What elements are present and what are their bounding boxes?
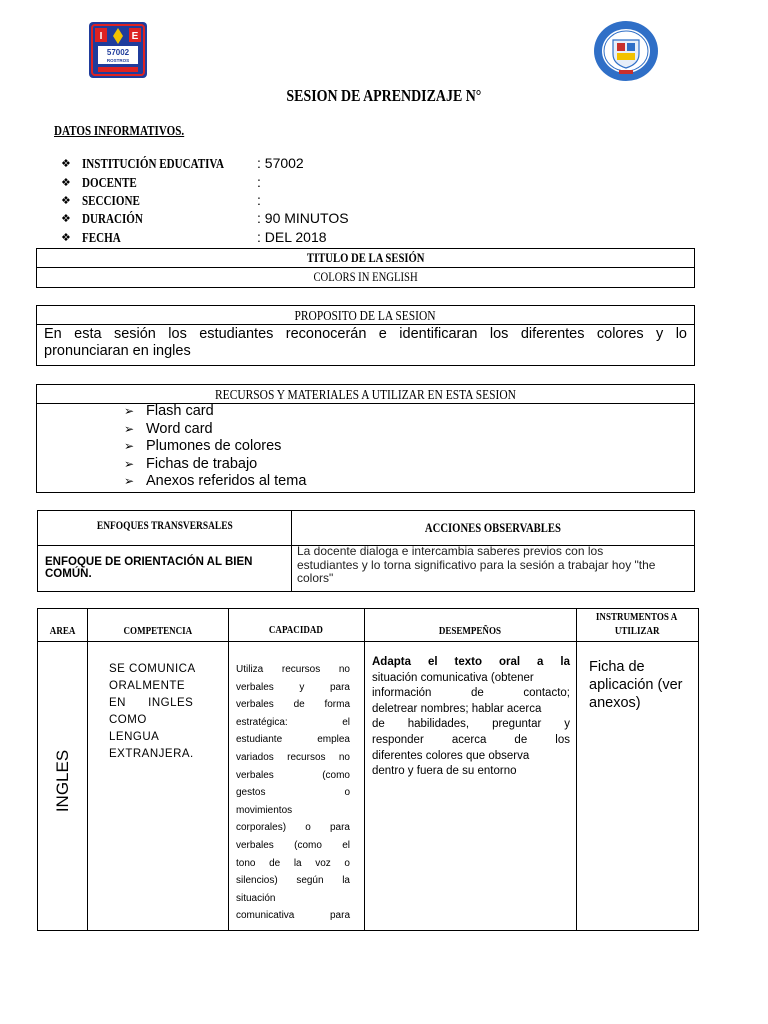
capacidad-line: estudiante emplea	[236, 734, 350, 746]
info-label: INSTITUCIÓN EDUCATIVA	[82, 156, 225, 171]
info-value: :	[257, 174, 261, 190]
page-title: SESION DE APRENDIZAJE N°	[286, 86, 482, 105]
capacidad-line: verbales (como	[236, 769, 350, 781]
info-value: : DEL 2018	[257, 229, 327, 245]
titulo-sesion-box	[36, 248, 695, 288]
desempenos-line: responder acerca de los	[372, 733, 570, 746]
enfoques-header: ENFOQUES TRANSVERSALES	[96, 520, 233, 532]
recursos-box	[36, 384, 695, 493]
capacidad-line: silencios) según la	[236, 875, 350, 887]
info-label: DURACIÓN	[82, 211, 143, 226]
main-table	[37, 608, 699, 931]
header-area: AREA	[49, 625, 76, 637]
enfoques-table	[37, 510, 695, 592]
capacidad-cell	[236, 661, 350, 925]
recursos-header: RECURSOS Y MATERIALES A UTILIZAR EN ESTA SESION	[215, 388, 516, 403]
diamond-bullet-icon: ❖	[61, 194, 71, 207]
diamond-bullet-icon: ❖	[61, 157, 71, 170]
info-value: : 90 MINUTOS	[257, 210, 349, 226]
proposito-box	[36, 305, 695, 366]
desempenos-line: de habilidades, preguntar y	[372, 718, 570, 731]
header-desempenos: DESEMPEÑOS	[438, 625, 502, 637]
logo-subtext: ROSTROS	[106, 58, 130, 63]
capacidad-line: movimientos	[236, 804, 293, 816]
enfoque-cell: ENFOQUE DE ORIENTACIÓN AL BIEN COMÚN.	[45, 556, 253, 580]
info-label: SECCIONE	[82, 193, 140, 208]
desempenos-line: información de contacto;	[372, 687, 570, 700]
diamond-bullet-icon: ❖	[61, 176, 71, 189]
capacidad-line: verbales (como el	[236, 839, 350, 851]
header-capacidad: CAPACIDAD	[269, 624, 323, 636]
capacidad-line: gestos o	[236, 787, 350, 799]
arrow-bullet-icon: ➢	[124, 439, 135, 453]
capacidad-line: situación	[236, 892, 276, 904]
info-label: DOCENTE	[82, 175, 137, 190]
info-value: : 57002	[257, 155, 304, 171]
capacidad-line: estratégica: el	[236, 716, 350, 728]
area-ingles: INGLES	[52, 749, 72, 813]
logo-number: 57002	[106, 48, 130, 57]
logo-letter-i: I	[99, 31, 103, 42]
desempenos-cell	[372, 655, 570, 780]
competencia-cell: SE COMUNICA ORALMENTE EN INGLES COMO LENGUA EXTRANJERA.	[109, 663, 196, 760]
area-cell	[38, 641, 87, 931]
capacidad-line: tono de la voz o	[236, 857, 350, 869]
header-instrumentos: INSTRUMENTOS A UTILIZAR	[596, 611, 678, 637]
capacidad-line: variados recursos no	[236, 751, 350, 763]
school-seal-right	[593, 20, 659, 82]
arrow-bullet-icon: ➢	[124, 474, 135, 488]
diamond-bullet-icon: ❖	[61, 231, 71, 244]
titulo-sesion-value: COLORS IN ENGLISH	[313, 269, 418, 284]
desempenos-line: deletrear nombres; hablar acerca	[372, 702, 542, 715]
proposito-header: PROPOSITO DE LA SESION	[294, 309, 437, 324]
datos-informativos-heading: DATOS INFORMATIVOS.	[54, 123, 185, 138]
arrow-bullet-icon: ➢	[124, 422, 135, 436]
header-competencia: COMPETENCIA	[123, 625, 192, 637]
titulo-sesion-header: TITULO DE LA SESIÓN	[306, 250, 425, 265]
diamond-bullet-icon: ❖	[61, 212, 71, 225]
info-label: FECHA	[82, 230, 121, 245]
proposito-text-line2: pronunciaran en ingles	[44, 343, 191, 359]
capacidad-line: corporales) o para	[236, 822, 350, 834]
capacidad-line: verbales y para	[236, 681, 350, 693]
arrow-bullet-icon: ➢	[124, 457, 135, 471]
arrow-bullet-icon: ➢	[124, 404, 135, 418]
capacidad-line: Utiliza recursos no	[236, 664, 350, 675]
desempenos-line: situación comunicativa (obtener	[372, 671, 534, 684]
capacidad-line: comunicativa para	[236, 910, 350, 922]
instrumentos-cell: Ficha de aplicación (ver anexos)	[589, 659, 683, 711]
desempenos-line: Adapta el texto oral a la	[372, 656, 570, 668]
desempenos-line: diferentes colores que observa	[372, 749, 530, 762]
school-logo-left	[89, 22, 147, 78]
logo-letter-e: E	[131, 31, 139, 42]
acciones-header: ACCIONES OBSERVABLES	[424, 520, 561, 535]
proposito-text-line1: En esta sesión los estudiantes reconocerán e identificaran los diferentes colores y lo	[44, 326, 687, 342]
desempenos-line: dentro y fuera de su entorno	[372, 765, 517, 778]
info-value: :	[257, 192, 261, 208]
acciones-cell: La docente dialoga e intercambia saberes previos con los estudiantes y lo torna significativo para la sesión a trabajar hoy "the colors"	[297, 544, 656, 585]
capacidad-line: verbales de forma	[236, 699, 350, 711]
